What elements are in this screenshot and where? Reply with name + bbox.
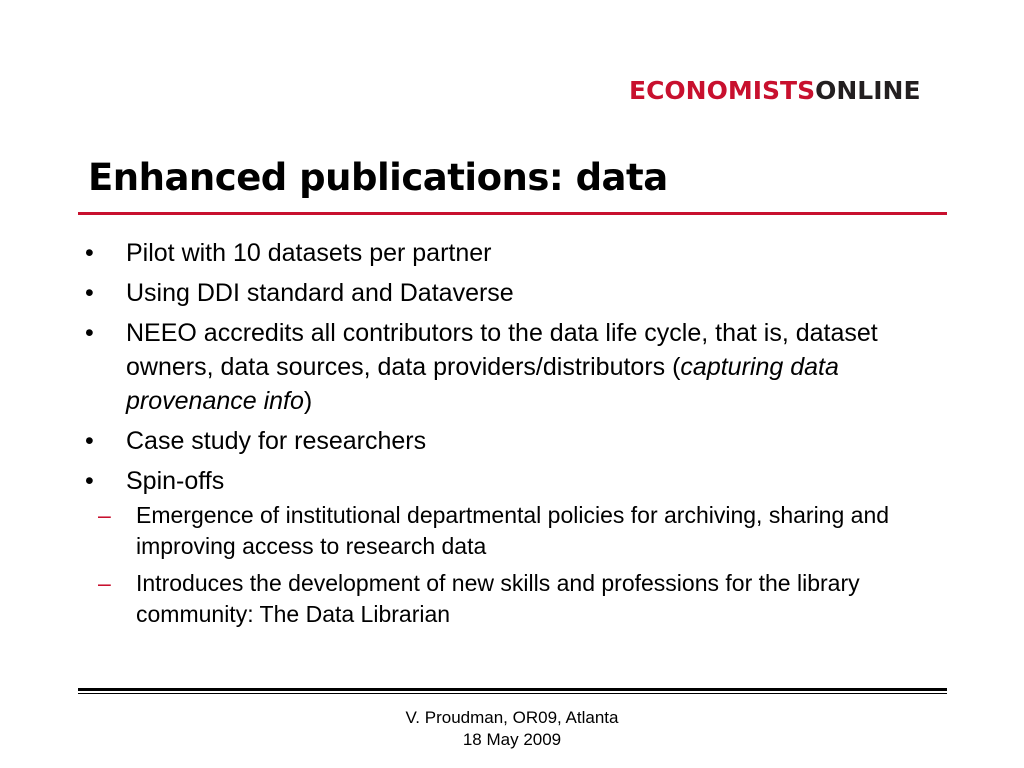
bullet-text: Using DDI standard and Dataverse <box>126 279 514 307</box>
bullet-item <box>85 424 955 458</box>
bullet-list <box>85 236 955 636</box>
bullet-item <box>85 236 955 270</box>
footer-author-event: V. Proudman, OR09, Atlanta <box>405 708 619 727</box>
sub-bullet-marker: – <box>98 570 111 596</box>
bullet-item <box>85 276 955 310</box>
slide-title: Enhanced publications: data <box>88 156 668 199</box>
sub-bullet-item <box>98 568 960 630</box>
sub-bullet-text: Introduces the development of new skills and professions for the library community: The Data Librarian <box>136 570 860 627</box>
title-divider <box>78 212 947 215</box>
bullet-item <box>85 316 955 418</box>
sub-bullet-item <box>98 500 960 562</box>
bullet-text: Spin-offs <box>126 467 225 495</box>
bullet-text: Case study for researchers <box>126 427 427 455</box>
bullet-text: Pilot with 10 datasets per partner <box>126 239 492 267</box>
bullet-marker: • <box>85 467 94 495</box>
footer-date: 18 May 2009 <box>462 730 562 749</box>
bullet-text: NEEO accredits all contributors to the data life cycle, that is, dataset owners, data sources, data providers/distributors ( <box>126 319 878 381</box>
sub-bullet-list <box>98 500 955 630</box>
sub-bullet-marker: – <box>98 502 111 528</box>
logo-part-online: ONLINE <box>815 76 921 105</box>
bullet-marker: • <box>85 319 94 347</box>
sub-bullet-text: Emergence of institutional departmental policies for archiving, sharing and improving access to research data <box>136 502 890 559</box>
bullet-item <box>85 464 955 630</box>
bullet-text-closing: ) <box>303 387 313 415</box>
footer-divider-thin <box>78 693 947 694</box>
bullet-marker: • <box>85 239 94 267</box>
logo-part-economists: ECONOMISTS <box>629 76 816 105</box>
bullet-marker: • <box>85 427 94 455</box>
economists-online-logo <box>629 78 921 103</box>
footer-divider-thick <box>78 688 947 691</box>
slide-footer <box>362 707 662 751</box>
bullet-marker: • <box>85 279 94 307</box>
bullet-italic-text: capturing data provenance info <box>126 353 839 415</box>
